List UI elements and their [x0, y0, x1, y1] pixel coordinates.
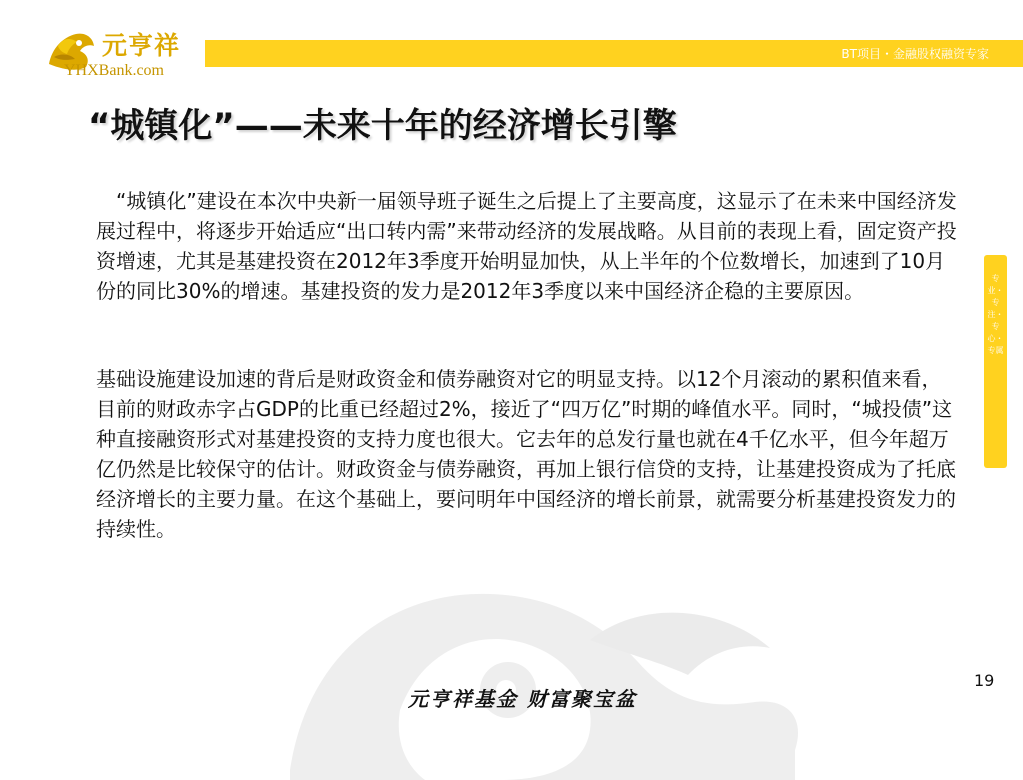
slide-content: [96, 186, 961, 544]
body-paragraph-2: 基础设施建设加速的背后是财政资金和债券融资对它的明显支持。以12个月滚动的累积值来看，目前的财政赤字占GDP的比重已经超过2%，接近了“四万亿”时期的峰值水平。同时，“城投债”这种直接融资形式对基建投资的支持力度也很大。它去年的总发行量也就在4千亿水平，但今年超万亿仍然是比较保守的估计。财政资金与债券融资，再加上银行信贷的支持，让基建投资成为了托底经济增长的主要力量。在这个基础上，要问明年中国经济的增长前景，就需要分析基建投资发力的持续性。: [96, 367, 956, 541]
side-tab-text: 专业・专注・专心・专属: [987, 274, 1004, 355]
footer-slogan: 元亨祥基金 财富聚宝盆: [408, 687, 637, 711]
company-logo[interactable]: [44, 24, 204, 82]
mascot-watermark-icon: [250, 560, 810, 780]
slide-title: “城镇化”——未来十年的经济增长引擎: [88, 106, 677, 146]
top-banner: [205, 40, 1023, 67]
logo-title: 元亨祥: [102, 31, 181, 60]
top-banner-text: BT项目・金融股权融资专家: [841, 47, 989, 61]
page-number: 19: [974, 671, 995, 690]
logo-domain: YHXBank.com: [64, 62, 164, 79]
side-tab: [984, 255, 1007, 468]
body-paragraph-1: “城镇化”建设在本次中央新一届领导班子诞生之后提上了主要高度，这显示了在未来中国经济发展过程中，将逐步开始适应“出口转内需”来带动经济的发展战略。从目前的表现上看，固定资产投资增速，尤其是基建投资在2012年3季度开始明显加快，从上半年的个位数增长，加速到了10月份的同比30%的增速。基建投资的发力是2012年3季度以来中国经济企稳的主要原因。: [96, 189, 957, 303]
